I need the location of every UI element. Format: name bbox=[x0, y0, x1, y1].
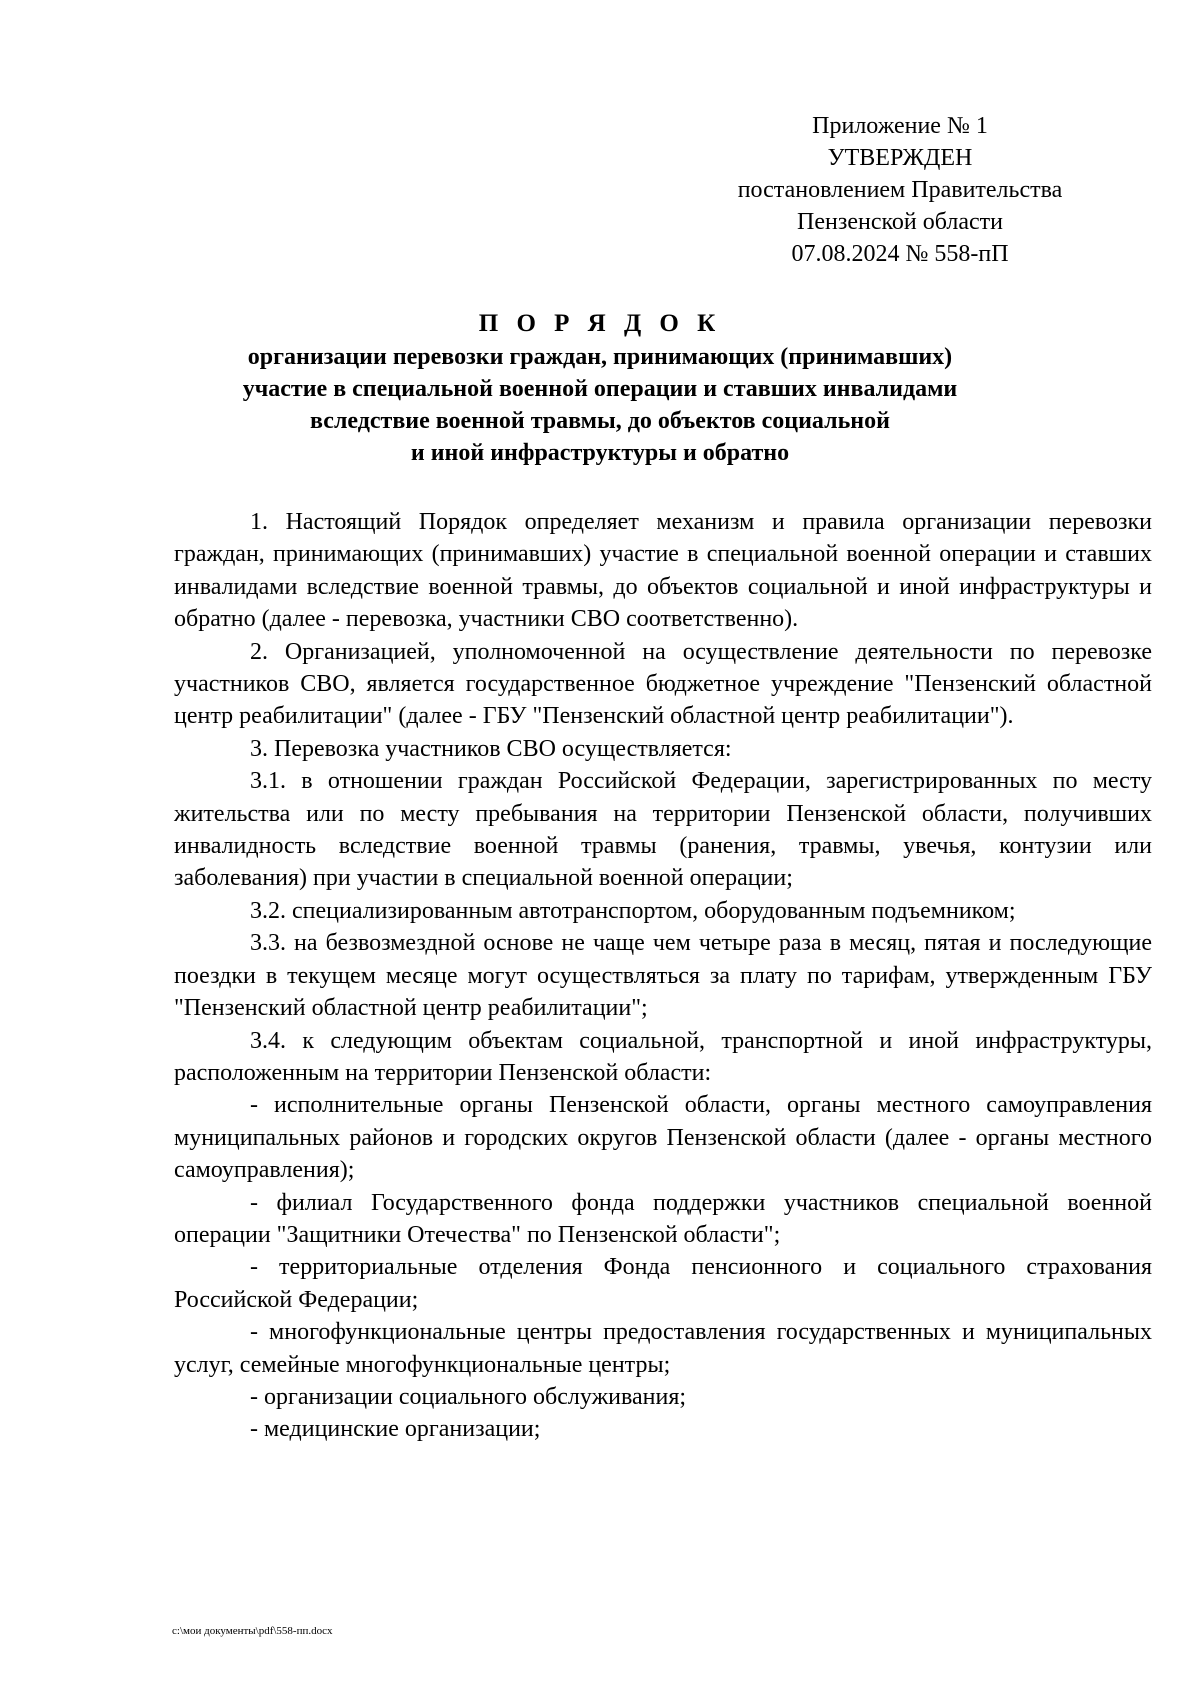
list-item-medical: - медицинские организации; bbox=[250, 1416, 541, 1443]
approval-authority: постановлением Правительства bbox=[737, 177, 1063, 203]
document-title bbox=[170, 307, 1030, 469]
title-line-2: участие в специальной военной операции и ставших инвалидами bbox=[242, 376, 958, 402]
list-item-social-service: - организации социального обслуживания; bbox=[250, 1383, 687, 1410]
paragraph-1: 1. Настоящий Порядок определяет механизм и правила организации перевозки граждан, принимающих (принимавших) участие в специальной военной операции и ставших инвалидами вследствие военной травмы, до объектов социальной и иной инфраструктуры и обратно (далее - перевозка, участники СВО соответственно). bbox=[174, 509, 1152, 633]
title-line-1: организации перевозки граждан, принимающих (принимавших) bbox=[247, 344, 953, 370]
appendix-label: Приложение № 1 bbox=[812, 113, 988, 139]
approval-block bbox=[700, 110, 1100, 270]
approval-date-number: 07.08.2024 № 558-пП bbox=[791, 241, 1009, 267]
paragraph-3-2: 3.2. специализированным автотранспортом, оборудованным подъемником; bbox=[250, 897, 1016, 924]
list-item-fund-branch: - филиал Государственного фонда поддержки участников специальной военной операции "Защитники Отечества" по Пензенской области"; bbox=[174, 1189, 1152, 1248]
paragraph-3-1: 3.1. в отношении граждан Российской Федерации, зарегистрированных по месту жительства или по месту пребывания на территории Пензенской области, получивших инвалидность вследствие военной травмы (ранения, травмы, увечья, контузии или заболевания) при участии в специальной военной операции; bbox=[174, 768, 1152, 892]
title-line-3: вследствие военной травмы, до объектов социальной bbox=[310, 408, 890, 434]
approved-label: УТВЕРЖДЕН bbox=[827, 145, 973, 171]
title-main: П О Р Я Д О К bbox=[478, 310, 722, 337]
paragraph-3-4: 3.4. к следующим объектам социальной, транспортной и иной инфраструктуры, расположенным на территории Пензенской области: bbox=[174, 1027, 1152, 1086]
list-item-pension-fund: - территориальные отделения Фонда пенсионного и социального страхования Российской Федерации; bbox=[174, 1254, 1152, 1313]
approval-region: Пензенской области bbox=[797, 209, 1003, 235]
paragraph-3: 3. Перевозка участников СВО осуществляется: bbox=[250, 735, 732, 762]
paragraph-3-3: 3.3. на безвозмездной основе не чаще чем четыре раза в месяц, пятая и последующие поездки в текущем месяце могут осуществляться за плату по тарифам, утвержденным ГБУ "Пензенский областной центр реабилитации"; bbox=[174, 930, 1152, 1022]
list-item-mfc: - многофункциональные центры предоставления государственных и муниципальных услуг, семейные многофункциональные центры; bbox=[174, 1319, 1152, 1378]
title-line-4: и иной инфраструктуры и обратно bbox=[410, 440, 790, 466]
list-item-executive-bodies: - исполнительные органы Пензенской области, органы местного самоуправления муниципальных районов и городских округов Пензенской области (далее - органы местного самоуправления); bbox=[174, 1092, 1152, 1184]
document-body bbox=[174, 506, 1152, 1446]
paragraph-2: 2. Организацией, уполномоченной на осуществление деятельности по перевозке участников СВО, является государственное бюджетное учреждение "Пензенский областной центр реабилитации" (далее - ГБУ "Пензенский областной центр реабилитации"). bbox=[174, 638, 1152, 730]
file-path-footer: c:\мои документы\pdf\558-пп.docx bbox=[172, 1625, 333, 1637]
